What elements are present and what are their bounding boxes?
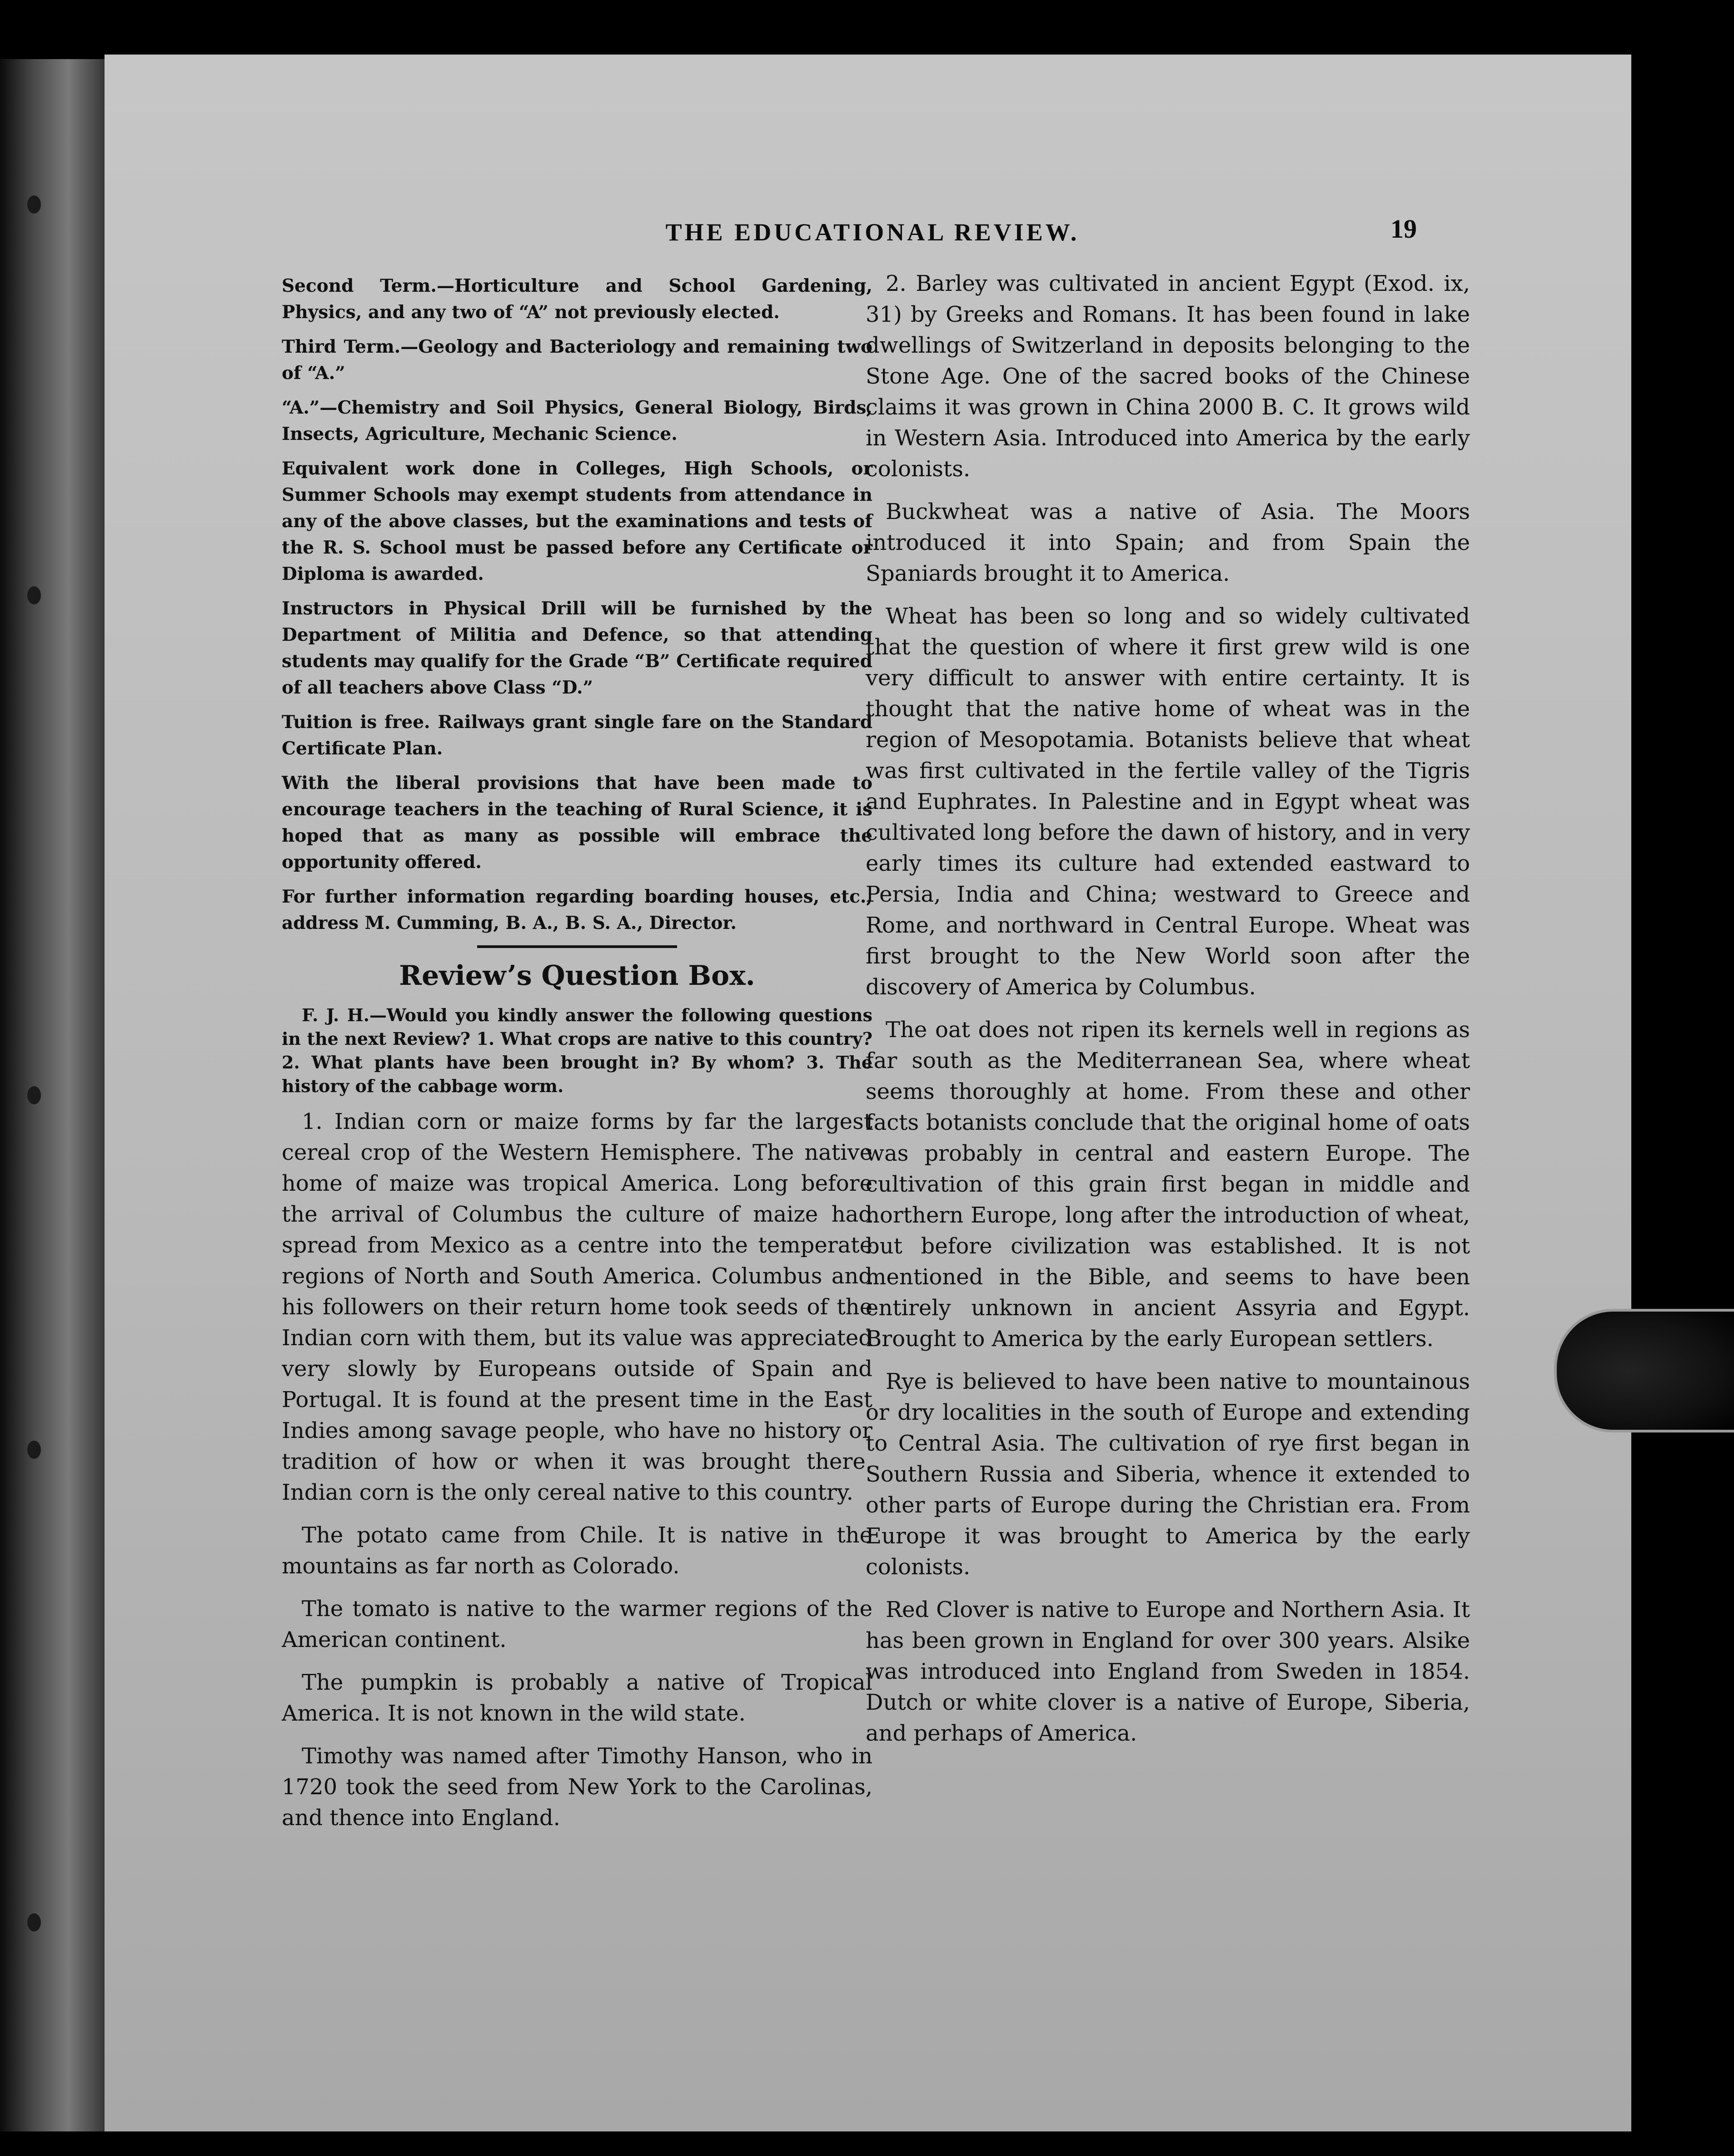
binding-dot [27, 1441, 41, 1459]
answer-paragraph: Timothy was named after Timothy Hanson, who in 1720 took the seed from New York to the Carolinas, and thence into England. [282, 1743, 872, 1831]
section-divider [477, 945, 677, 948]
course-notices [282, 273, 872, 936]
binding-dot [27, 1913, 41, 1931]
answer-block [282, 1106, 872, 1833]
page-number: 19 [1390, 214, 1417, 244]
article-paragraph: Buckwheat was a native of Asia. The Moors introduced it into Spain; and from Spain the Spaniards brought it to America. [866, 499, 1470, 586]
left-column [282, 273, 872, 1845]
notice-paragraph: With the liberal provisions that have been made to encourage teachers in the teaching of Rural Science, it is hoped that as many as possible will embrace the opportunity offered. [282, 773, 872, 873]
answer-paragraph: 1. Indian corn or maize forms by far the largest cereal crop of the Western Hemisphere. The native home of maize was tropical America. Long before the arrival of Columbus the culture of maize had spread from Mexico as a centre into the temperate regions of North and South America. Columbus and his followers on their return home took seeds of the Indian corn with them, but its value was appreciated very slowly by Europeans outside of Spain and Portugal. It is found at the present time in the East Indies among savage people, who have no history or tradition of how or when it was brought there. Indian corn is the only cereal native to this country. [282, 1109, 872, 1505]
answer-paragraph: The tomato is native to the warmer regions of the American continent. [282, 1596, 872, 1652]
question-paragraph: F. J. H.—Would you kindly answer the following questions in the next Review? 1. What crops are native to this country? 2. What plants have been brought in? By whom? 3. The history of the cabbage worm. [282, 1005, 872, 1096]
answer-paragraph: The pumpkin is probably a native of Tropical America. It is not known in the wild state. [282, 1670, 872, 1726]
article-paragraph: Red Clover is native to Europe and Northern Asia. It has been grown in England for over 300 years. Alsike was introduced into England from Sweden in 1854. Dutch or white clover is a native of Europe, Siberia, and perhaps of America. [866, 1597, 1470, 1746]
binding-dot [27, 195, 41, 214]
binding-dot [27, 586, 41, 604]
left-page-fold [0, 59, 114, 2131]
binder-clip [1554, 1309, 1734, 1432]
notice-paragraph: “A.”—Chemistry and Soil Physics, General Biology, Birds, Insects, Agriculture, Mechanic Science. [282, 397, 872, 444]
notice-paragraph: Instructors in Physical Drill will be furnished by the Department of Militia and Defence, so that attending students may qualify for the Grade “B” Certificate required of all teachers above Class “D.” [282, 598, 872, 698]
notice-paragraph: For further information regarding boarding houses, etc., address M. Cumming, B. A., B. S. A., Director. [282, 886, 872, 933]
section-title: Review’s Question Box. [399, 960, 755, 992]
right-column [866, 268, 1470, 1761]
article-paragraph: Rye is believed to have been native to mountainous or dry localities in the south of Europe and extending to Central Asia. The cultivation of rye first began in Southern Russia and Siberia, whence it extended to other parts of Europe during the Christian era. From Europe it was brought to America by the early colonists. [866, 1369, 1470, 1580]
answer-paragraph: The potato came from Chile. It is native in the mountains as far north as Colorado. [282, 1522, 872, 1579]
binding-dot [27, 1086, 41, 1104]
page-header-title: THE EDUCATIONAL REVIEW. [665, 219, 1080, 246]
article-paragraph: 2. Barley was cultivated in ancient Egypt (Exod. ix, 31) by Greeks and Romans. It has been found in lake dwellings of Switzerland in deposits belonging to the Stone Age. One of the sacred books of the Chinese claims it was grown in China 2000 B. C. It grows wild in Western Asia. Introduced into America by the early colonists. [866, 271, 1470, 482]
reader-question [282, 1003, 872, 1098]
notice-paragraph: Third Term.—Geology and Bacteriology and remaining two of “A.” [282, 336, 872, 384]
notice-paragraph: Equivalent work done in Colleges, High Schools, or Summer Schools may exempt students from attendance in any of the above classes, but the examinations and tests of the R. S. School must be passed before any Certificate or Diploma is awarded. [282, 458, 872, 584]
article-paragraph: Wheat has been so long and so widely cultivated that the question of where it first grew wild is one very difficult to answer with entire certainty. It is thought that the native home of wheat was in the region of Mesopotamia. Botanists believe that wheat was first cultivated in the fertile valley of the Tigris and Euphrates. In Palestine and in Egypt wheat was cultivated long before the dawn of history, and in very early times its culture had extended eastward to Persia, India and China; westward to Greece and Rome, and northward in Central Europe. Wheat was first brought to the New World soon after the discovery of America by Columbus. [866, 604, 1470, 1000]
article-paragraph: The oat does not ripen its kernels well in regions as far south as the Mediterranean Sea, where wheat seems thoroughly at home. From these and other facts botanists conclude that the original home of oats was probably in central and eastern Europe. The cultivation of this grain first began in middle and northern Europe, long after the introduction of wheat, but before civilization was established. It is not mentioned in the Bible, and seems to have been entirely unknown in ancient Assyria and Egypt. Brought to America by the early European settlers. [866, 1017, 1470, 1352]
notice-paragraph: Tuition is free. Railways grant single fare on the Standard Certificate Plan. [282, 712, 872, 759]
notice-paragraph: Second Term.—Horticulture and School Gardening, Physics, and any two of “A” not previously elected. [282, 275, 872, 323]
